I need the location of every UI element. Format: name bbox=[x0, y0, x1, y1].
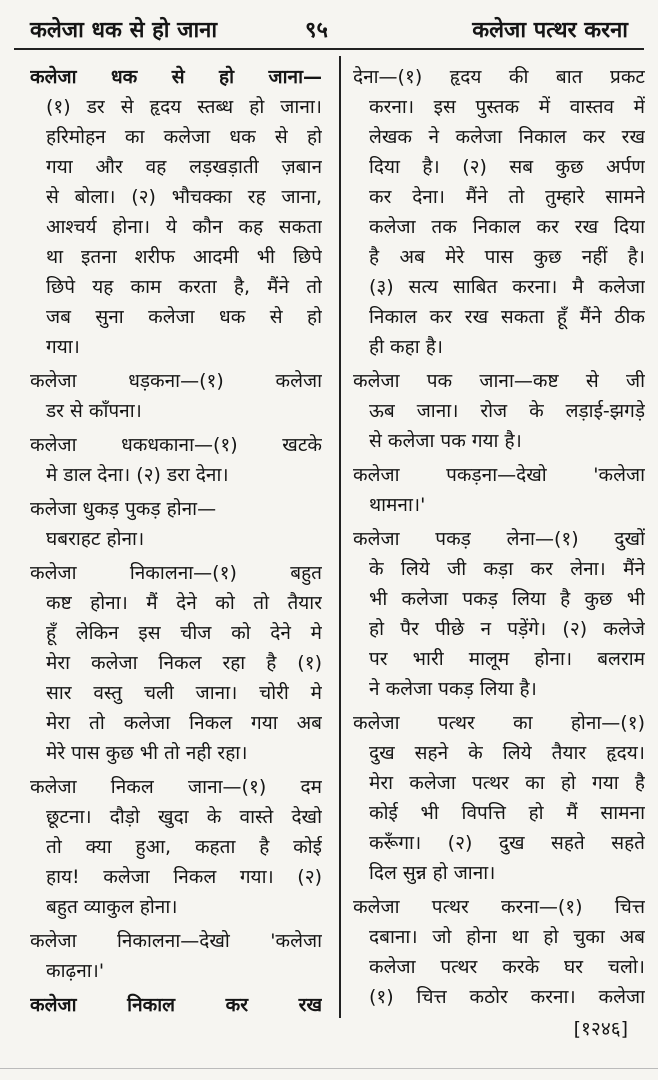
entry-line: कलेजा पत्थर करके घर चलो। bbox=[369, 956, 645, 978]
entry-line: है अब मेरे पास कुछ नहीं है। bbox=[369, 246, 645, 268]
entry-line: गया और वह लड़खड़ाती ज़बान bbox=[46, 156, 322, 178]
entry-line: बहुत व्याकुल होना। bbox=[46, 896, 178, 918]
entry-line: कर देना। मैंने तो तुम्हारे सामने bbox=[369, 186, 645, 208]
entry-line: हरिमोहन का कलेजा धक से हो bbox=[46, 126, 322, 148]
entry-line: हूँ लेकिन इस चीज को देने मे bbox=[46, 622, 322, 644]
entry-line: दिया है। (२) सब कुछ अर्पण bbox=[369, 156, 645, 178]
dictionary-entry bbox=[353, 460, 645, 520]
entry-line: देना—(१) हृदय की बात प्रकट bbox=[353, 66, 645, 88]
entry-line: मेरा कलेजा निकल रहा है (१) bbox=[46, 652, 322, 674]
entry-line: पर भारी मालूम होना। बलराम bbox=[369, 648, 645, 670]
dictionary-entry bbox=[30, 430, 322, 490]
dictionary-entry bbox=[30, 366, 322, 426]
dictionary-entry bbox=[30, 990, 322, 1020]
entry-line: आश्चर्य होना। ये कौन कह सकता bbox=[46, 216, 322, 238]
dictionary-entry bbox=[353, 366, 645, 456]
header-rule bbox=[14, 48, 644, 50]
entry-line: भी कलेजा पकड़ लिया है कुछ भी bbox=[369, 588, 645, 610]
dictionary-entry bbox=[30, 926, 322, 986]
footer-serial-number: [१२४६] bbox=[573, 1018, 628, 1040]
column-divider bbox=[339, 56, 341, 1018]
entry-headword: कलेजा पत्थर करना—(१) चित्त bbox=[353, 896, 645, 918]
entry-line: छिपे यह काम करता है, मैंने तो bbox=[46, 276, 322, 298]
dictionary-entry bbox=[30, 494, 322, 554]
entry-line: छूटना। दौड़ो खुदा के वास्ते देखो bbox=[46, 806, 322, 828]
entry-line: कलेजा तक निकाल कर रख दिया bbox=[369, 216, 645, 238]
entry-line: हाय! कलेजा निकल गया। (२) bbox=[46, 866, 322, 888]
dictionary-entry bbox=[353, 708, 645, 888]
header-right-guideword: कलेजा पत्थर करना bbox=[472, 18, 628, 43]
entry-line: मेरे पास कुछ भी तो नही रहा। bbox=[46, 742, 248, 764]
entry-headword: कलेजा निकालना—देखो 'कलेजा bbox=[30, 930, 322, 952]
dictionary-entry bbox=[30, 558, 322, 768]
entry-line: दिल सुन्न हो जाना। bbox=[369, 862, 496, 884]
entry-line: से कलेजा पक गया है। bbox=[369, 430, 522, 452]
entry-line: मे डाल देना। (२) डरा देना। bbox=[46, 464, 229, 486]
entry-headword: कलेजा पक जाना—कष्ट से जी bbox=[353, 370, 645, 392]
entry-line: सार वस्तु चली जाना। चोरी मे bbox=[46, 682, 322, 704]
entry-line: हो पैर पीछे न पड़ेंगे। (२) कलेजे bbox=[369, 618, 645, 640]
entry-line: ही कहा है। bbox=[369, 336, 443, 358]
entry-line: निकाल कर रख सकता हूँ मैंने ठीक bbox=[369, 306, 645, 328]
entry-line: मेरा कलेजा पत्थर का हो गया है bbox=[369, 772, 645, 794]
dictionary-entry bbox=[353, 524, 645, 704]
entry-line: मेरा तो कलेजा निकल गया अब bbox=[46, 712, 322, 734]
entry-line: ने कलेजा पकड़ लिया है। bbox=[369, 678, 537, 700]
entry-line: डर से काँपना। bbox=[46, 400, 142, 422]
entry-line: से बोला। (२) भौचक्का रह जाना, bbox=[46, 186, 322, 208]
entry-line: दबाना। जो होना था हो चुका अब bbox=[369, 926, 645, 948]
entry-line: दुख सहने के लिये तैयार हृदय। bbox=[369, 742, 645, 764]
page-bottom-edge bbox=[0, 1068, 658, 1069]
entry-headword: कलेजा पत्थर का होना—(१) bbox=[353, 712, 645, 734]
entry-headword: कलेजा धकधकाना—(१) खटके bbox=[30, 434, 322, 456]
dictionary-entry bbox=[353, 892, 645, 1012]
entry-line: करूँगा। (२) दुख सहते सहते bbox=[369, 832, 645, 854]
entry-line: के लिये जी कड़ा कर लेना। मैंने bbox=[369, 558, 645, 580]
entry-line: (१) डर से हृदय स्तब्ध हो जाना। bbox=[46, 96, 322, 118]
entry-line: करना। इस पुस्तक में वास्तव में bbox=[369, 96, 645, 118]
entry-headword: कलेजा निकाल कर रख bbox=[30, 994, 322, 1016]
entry-line: लेखक ने कलेजा निकाल कर रख bbox=[369, 126, 645, 148]
dictionary-entry bbox=[353, 62, 645, 362]
right-column bbox=[353, 62, 645, 1016]
entry-headword: कलेजा पकड़ लेना—(१) दुखों bbox=[353, 528, 645, 550]
entry-line: था इतना शरीफ आदमी भी छिपे bbox=[46, 246, 322, 268]
entry-line: कोई भी विपत्ति हो मैं सामना bbox=[369, 802, 645, 824]
entry-headword: कलेजा पकड़ना—देखो 'कलेजा bbox=[353, 464, 645, 486]
header-left-guideword: कलेजा धक से हो जाना bbox=[30, 18, 218, 43]
entry-headword: कलेजा धुकड़ पुकड़ होना— bbox=[30, 498, 217, 520]
entry-headword: कलेजा निकल जाना—(१) दम bbox=[30, 776, 322, 798]
entry-line: काढ़ना।' bbox=[46, 960, 105, 982]
dictionary-entry bbox=[30, 772, 322, 922]
entry-line: ऊब जाना। रोज के लड़ाई-झगड़े bbox=[369, 400, 645, 422]
entry-line: घबराहट होना। bbox=[46, 528, 145, 550]
entry-headword: कलेजा धक से हो जाना— bbox=[30, 66, 322, 88]
entry-line: गया। bbox=[46, 336, 80, 358]
entry-headword: कलेजा निकालना—(१) बहुत bbox=[30, 562, 322, 584]
entry-line: (१) चित्त कठोर करना। कलेजा bbox=[369, 986, 645, 1008]
entry-line: (३) सत्य साबित करना। मै कलेजा bbox=[369, 276, 645, 298]
entry-headword: कलेजा धड़कना—(१) कलेजा bbox=[30, 370, 322, 392]
left-column bbox=[30, 62, 322, 1024]
entry-line: जब सुना कलेजा धक से हो bbox=[46, 306, 322, 328]
page-number: ९५ bbox=[305, 18, 328, 43]
entry-line: थामना।' bbox=[369, 494, 426, 516]
dictionary-entry bbox=[30, 62, 322, 362]
entry-line: कष्ट होना। मैं देने को तो तैयार bbox=[46, 592, 322, 614]
entry-line: तो क्या हुआ, कहता है कोई bbox=[46, 836, 322, 858]
